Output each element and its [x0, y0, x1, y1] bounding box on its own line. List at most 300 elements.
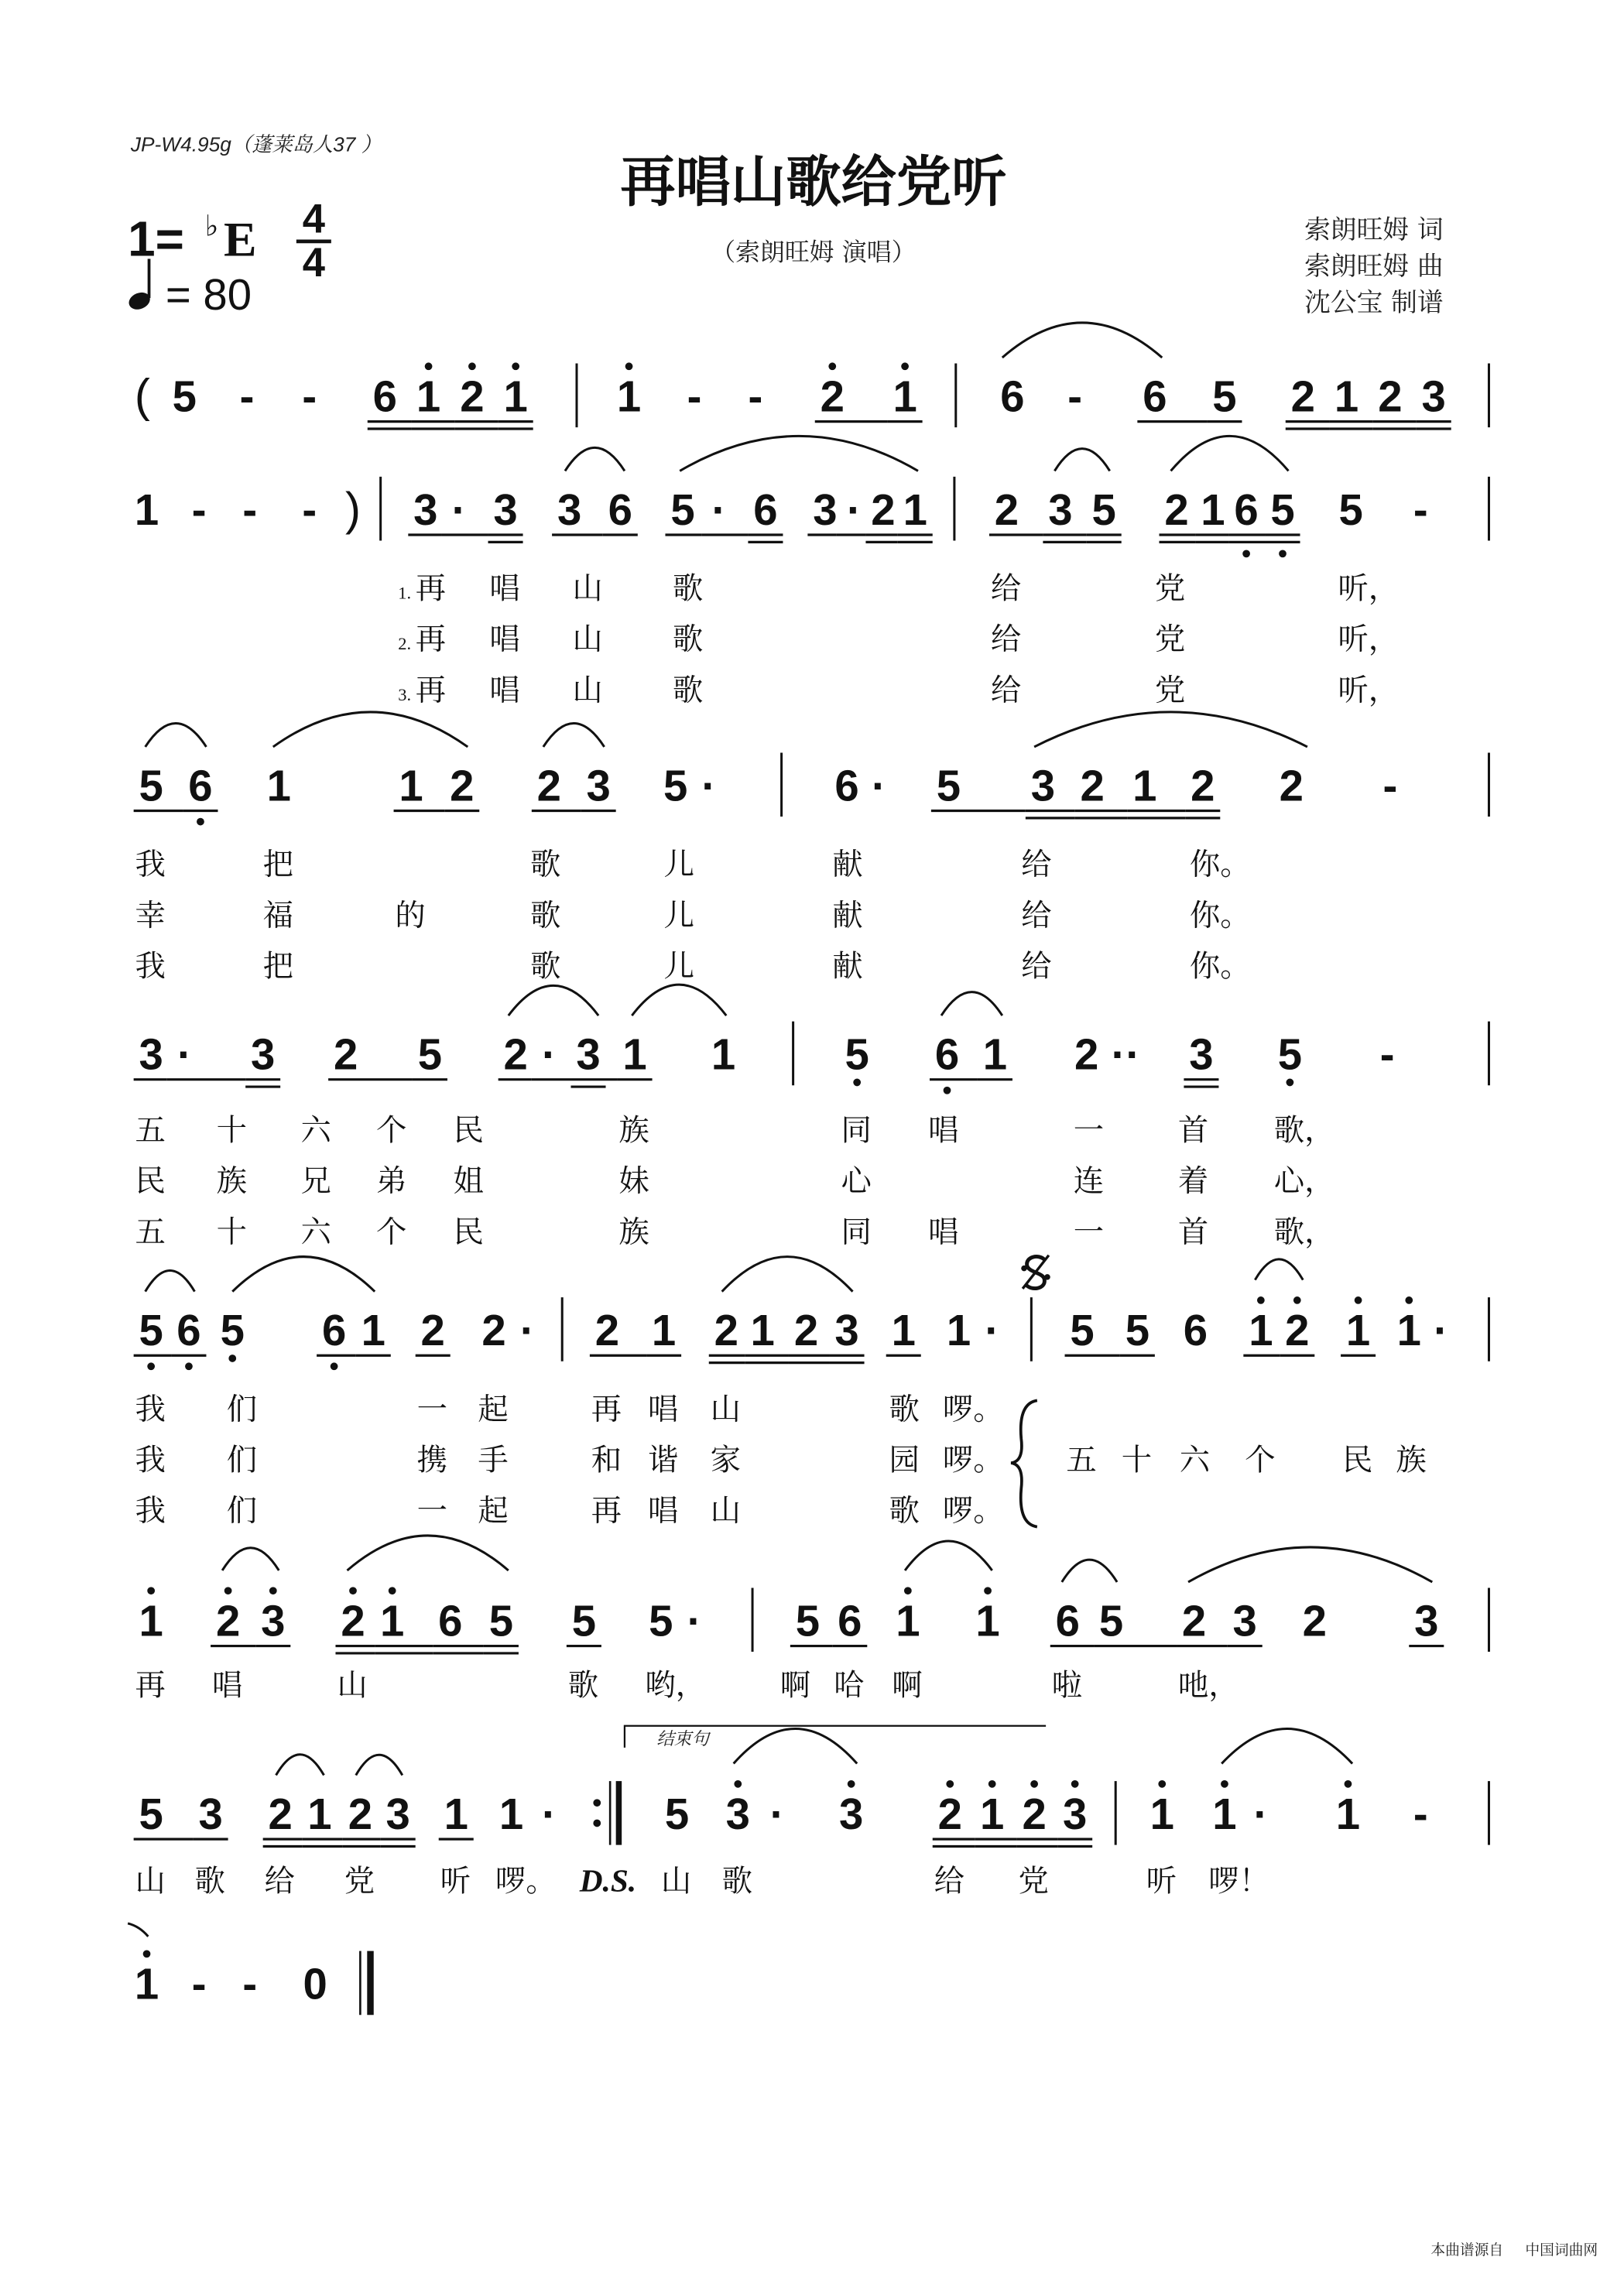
- note: 6: [608, 485, 632, 534]
- octave-dot-high: [269, 1587, 277, 1594]
- lyric-syllable: 个: [376, 1112, 407, 1149]
- note: 6: [1000, 372, 1025, 421]
- score-code: JP-W4.95g（蓬莱岛人37 ）: [130, 132, 382, 156]
- note: 2: [1074, 1029, 1099, 1079]
- note: 2: [1302, 1596, 1327, 1646]
- lyric-syllable: 山: [572, 672, 603, 708]
- lyric-syllable: 儿: [663, 948, 694, 985]
- lyric-syllable: 唱: [489, 570, 520, 607]
- lyric-syllable: 十: [216, 1214, 247, 1250]
- note: 1: [499, 1789, 524, 1838]
- note: 1: [1249, 1306, 1273, 1355]
- lyric-syllable: 手: [478, 1442, 509, 1478]
- note: 1: [1149, 1789, 1174, 1838]
- note: 1: [1335, 1789, 1361, 1838]
- lyric-syllable: 唱: [489, 672, 520, 708]
- octave-dot-high: [1221, 1780, 1228, 1788]
- octave-dot-high: [734, 1780, 742, 1788]
- octave-dot-high: [1345, 1780, 1352, 1788]
- augmentation-dot: ·: [847, 485, 862, 534]
- note: 2: [820, 372, 845, 421]
- lyric-syllable: 谐: [647, 1442, 679, 1478]
- octave-dot-high: [349, 1587, 357, 1594]
- note: 6: [372, 372, 397, 421]
- lyric-syllable: 歌: [889, 1493, 920, 1529]
- page-subtitle: （索朗旺姆 演唱）: [711, 237, 916, 267]
- lyric-syllable: 吔，: [1177, 1667, 1239, 1704]
- augmentation-dot: ·: [541, 1029, 557, 1079]
- note: 2: [348, 1789, 373, 1838]
- lyric-syllable: 给: [1021, 897, 1052, 933]
- lyric-syllable: 你。: [1189, 948, 1251, 985]
- note: 2: [420, 1306, 445, 1355]
- note: 5: [1091, 485, 1116, 534]
- lyric-syllable: 一: [1073, 1112, 1105, 1149]
- lyric-syllable: 个: [376, 1214, 407, 1250]
- augmentation-dot: ·: [1434, 1306, 1448, 1355]
- note: 1: [139, 1596, 163, 1646]
- footer-source: 本曲谱源自: [1430, 2242, 1504, 2259]
- lyric-syllable: 给: [990, 570, 1022, 607]
- lyric-syllable: 再: [415, 622, 447, 658]
- augmentation-dot: ·: [1253, 1789, 1269, 1838]
- credit-transcriber: 沈公宝 制谱: [1304, 286, 1444, 317]
- note: 2: [1022, 1789, 1047, 1838]
- lyric-syllable: 唱: [211, 1667, 243, 1704]
- augmentation-dot: ·: [711, 485, 727, 534]
- octave-dot-high: [1071, 1780, 1079, 1788]
- note: 1: [1345, 1306, 1371, 1355]
- lyric-syllable: 五: [1066, 1442, 1097, 1478]
- lyric-syllable: 民: [135, 1163, 166, 1200]
- note: 1: [903, 485, 927, 534]
- lyric-syllable: 歌: [529, 948, 561, 985]
- note: 3: [261, 1596, 286, 1646]
- augmentation-dot: ·: [176, 1029, 192, 1079]
- note: 3: [493, 485, 518, 534]
- octave-dot-high: [625, 362, 633, 370]
- lyric-syllable: 啰。: [942, 1391, 1004, 1427]
- octave-dot-low: [944, 1087, 951, 1094]
- lyric-syllable: 唱: [928, 1214, 959, 1250]
- lyric-syllable: 听，: [1338, 622, 1400, 658]
- note: 0: [303, 1959, 327, 2009]
- verse-number: 3.: [398, 684, 412, 704]
- duration-dash: -: [1067, 372, 1083, 421]
- lyric-syllable: 唱: [928, 1112, 959, 1149]
- lyric-syllable: 歌: [194, 1863, 225, 1899]
- augmentation-dot: ·: [541, 1789, 557, 1838]
- note: 2: [937, 1789, 962, 1838]
- note: 3: [1030, 761, 1056, 810]
- octave-dot-high: [143, 1950, 151, 1957]
- lyric-syllable: 个: [1245, 1442, 1276, 1478]
- note: 2: [793, 1306, 819, 1355]
- note: 1: [711, 1029, 736, 1079]
- lyric-syllable: 五: [135, 1214, 166, 1250]
- lyric-syllable: 儿: [663, 847, 694, 883]
- lyric-syllable: 山: [572, 570, 603, 607]
- note: 3: [251, 1029, 276, 1079]
- note: 6: [1143, 372, 1167, 421]
- lyric-syllable: 族: [1396, 1442, 1427, 1478]
- lyric-syllable: 给: [990, 672, 1022, 708]
- note: 3: [576, 1029, 601, 1079]
- lyric-syllable: 山: [710, 1493, 742, 1529]
- octave-dot-high: [828, 362, 836, 370]
- time-bottom: 4: [302, 239, 325, 286]
- lyric-syllable: 给: [990, 622, 1022, 658]
- lyric-syllable: 们: [226, 1442, 258, 1478]
- lyric-syllable: 儿: [663, 897, 694, 933]
- note: 1: [946, 1306, 971, 1355]
- lyric-syllable: 歌: [721, 1863, 753, 1899]
- duration-dash: -: [191, 1959, 207, 2009]
- note: 2: [481, 1306, 506, 1355]
- lyric-syllable: 献: [832, 897, 863, 933]
- note: 1: [616, 372, 642, 421]
- octave-dot-high: [224, 1587, 232, 1594]
- augmentation-dot: ·: [871, 761, 886, 810]
- lyric-syllable: 啊: [779, 1667, 811, 1704]
- note: 1: [361, 1306, 385, 1355]
- note: 3: [834, 1306, 859, 1355]
- lyric-syllable: 我: [135, 1442, 166, 1478]
- note: 5: [139, 1306, 163, 1355]
- note: 1: [380, 1596, 405, 1646]
- lyric-syllable: 同: [841, 1112, 872, 1149]
- lyric-syllable: 家: [710, 1442, 742, 1478]
- augmentation-dot: ·: [769, 1789, 785, 1838]
- note: 2: [341, 1596, 365, 1646]
- lyric-syllable: 五: [135, 1112, 166, 1149]
- lyric-syllable: 给: [934, 1863, 965, 1899]
- dal-segno-mark: D.S.: [579, 1862, 637, 1899]
- note: 5: [1125, 1306, 1150, 1355]
- ending-label: 结束句: [656, 1729, 709, 1750]
- lyric-syllable: 党: [1018, 1863, 1049, 1899]
- note: 1: [1212, 1789, 1237, 1838]
- lyric-syllable: 给: [1021, 948, 1052, 985]
- note: 6: [934, 1029, 960, 1079]
- octave-dot-high: [1030, 1780, 1038, 1788]
- lyric-syllable: 和: [591, 1442, 622, 1478]
- note: 2: [871, 485, 896, 534]
- lyric-syllable: 一: [416, 1391, 447, 1427]
- lyric-syllable: 再: [415, 672, 447, 708]
- lyric-syllable: 起: [478, 1391, 509, 1427]
- duration-dash: -: [239, 372, 255, 421]
- note: 3: [1063, 1789, 1088, 1838]
- repeat-dot: [593, 1799, 601, 1807]
- lyric-syllable: 歌: [529, 897, 561, 933]
- octave-dot-high: [425, 362, 433, 370]
- lyric-syllable: 山: [710, 1391, 742, 1427]
- lyric-syllable: 啊: [892, 1667, 923, 1704]
- lyric-syllable: 听，: [1338, 570, 1400, 607]
- lyric-syllable: 的: [395, 897, 426, 933]
- credit-composer: 索朗旺姆 曲: [1304, 251, 1444, 282]
- lyric-syllable: 民: [1341, 1442, 1373, 1478]
- octave-dot-high: [901, 362, 909, 370]
- lyric-syllable: 啦: [1051, 1667, 1083, 1704]
- note: 2: [268, 1789, 293, 1838]
- lyric-syllable: 我: [135, 1493, 166, 1529]
- note: 5: [417, 1029, 443, 1079]
- lyric-syllable: 把: [262, 847, 294, 883]
- note: 1: [134, 1959, 159, 2009]
- octave-dot-high: [389, 1587, 396, 1594]
- lyric-syllable: 一: [416, 1493, 447, 1529]
- note: 1: [503, 372, 528, 421]
- octave-dot-high: [984, 1587, 992, 1594]
- note: 5: [172, 372, 197, 421]
- lyric-syllable: 心，: [1273, 1163, 1335, 1200]
- note: 2: [503, 1029, 528, 1079]
- octave-dot-low: [1242, 550, 1250, 557]
- note: 3: [813, 485, 838, 534]
- note: 3: [1048, 485, 1073, 534]
- note: 6: [321, 1306, 347, 1355]
- lyric-syllable: 再: [591, 1391, 622, 1427]
- lyric-syllable: 献: [832, 948, 863, 985]
- note: 6: [438, 1596, 463, 1646]
- note: 1: [134, 485, 159, 534]
- lyric-syllable: 歌: [567, 1667, 599, 1704]
- note: 3: [839, 1789, 864, 1838]
- lyric-syllable: 首: [1177, 1112, 1209, 1149]
- credit-lyricist: 索朗旺姆 词: [1304, 214, 1444, 245]
- lyric-syllable: 族: [216, 1163, 247, 1200]
- lyric-syllable: 听: [1146, 1863, 1177, 1899]
- lyric-syllable: 歌: [889, 1391, 920, 1427]
- lyric-syllable: 给: [264, 1863, 295, 1899]
- note: 1: [980, 1789, 1005, 1838]
- lyric-syllable: 听，: [1338, 672, 1400, 708]
- lyric-syllable: 山: [135, 1863, 166, 1899]
- lyric-syllable: 民: [453, 1112, 484, 1149]
- octave-dot-low: [1279, 550, 1287, 557]
- note: 1: [651, 1306, 677, 1355]
- note: 5: [1212, 372, 1237, 421]
- note: 5: [139, 1789, 163, 1838]
- note: 3: [385, 1789, 410, 1838]
- octave-dot-high: [988, 1780, 996, 1788]
- octave-dot-low: [853, 1079, 861, 1087]
- note: 2: [1181, 1596, 1207, 1646]
- note: 1: [266, 761, 291, 810]
- note: 6: [1183, 1306, 1208, 1355]
- duration-dash: -: [302, 485, 317, 534]
- note: 2: [536, 761, 561, 810]
- duration-dash: -: [748, 372, 763, 421]
- duration-dash: -: [687, 372, 702, 421]
- octave-dot-low: [147, 1362, 155, 1370]
- note: 2: [1164, 485, 1189, 534]
- lyric-syllable: 着: [1177, 1163, 1209, 1200]
- octave-dot-high: [512, 362, 519, 370]
- lyric-syllable: 山: [572, 622, 603, 658]
- note: 1: [399, 761, 423, 810]
- lyric-syllable: 六: [300, 1112, 331, 1149]
- note: 2: [714, 1306, 738, 1355]
- lyric-syllable: 歌，: [1273, 1112, 1335, 1149]
- lyric-syllable: 党: [1154, 622, 1186, 658]
- lyric-syllable: 唱: [489, 622, 520, 658]
- intro-parenthesis: ): [345, 482, 361, 535]
- note: 3: [1421, 372, 1446, 421]
- lyric-syllable: 党: [1154, 672, 1186, 708]
- lyric-syllable: 族: [618, 1214, 649, 1250]
- lyric-syllable: 啰。: [942, 1493, 1004, 1529]
- note: 2: [1290, 372, 1315, 421]
- augmentation-dot: ·: [701, 761, 717, 810]
- note: 5: [571, 1596, 597, 1646]
- lyric-syllable: 六: [300, 1214, 331, 1250]
- augmentation-dot: ·: [451, 485, 467, 534]
- note: 6: [834, 761, 859, 810]
- octave-dot-low: [331, 1362, 338, 1370]
- key-flat: ♭: [204, 208, 219, 243]
- lyric-syllable: 给: [1021, 847, 1052, 883]
- lyric-syllable: 福: [262, 897, 294, 933]
- lyric-syllable: 歌: [529, 847, 561, 883]
- note: 3: [413, 485, 438, 534]
- lyric-syllable: 十: [216, 1112, 247, 1149]
- note: 5: [936, 761, 961, 810]
- lyric-syllable: 再: [415, 570, 447, 607]
- lyric-syllable: 歌: [672, 570, 704, 607]
- augmentation-dot: ·: [687, 1596, 702, 1646]
- octave-dot-low: [185, 1362, 193, 1370]
- lyric-syllable: 啰！: [1208, 1863, 1270, 1899]
- lyric-syllable: 首: [1177, 1214, 1209, 1250]
- note: 2: [460, 372, 485, 421]
- lyric-syllable: 弟: [376, 1163, 407, 1200]
- lyric-syllable: 歌: [672, 622, 704, 658]
- note: 1: [416, 372, 441, 421]
- lyric-syllable: 歌，: [1273, 1214, 1335, 1250]
- lyric-syllable: 再: [135, 1667, 166, 1704]
- lyric-syllable: 哈: [834, 1667, 865, 1704]
- note: 1: [893, 372, 917, 421]
- duration-dash: -: [242, 485, 258, 534]
- note: 5: [1270, 485, 1295, 534]
- octave-dot-high: [1158, 1780, 1166, 1788]
- verse-number: 2.: [398, 634, 412, 654]
- note: 3: [1189, 1029, 1214, 1079]
- note: 5: [795, 1596, 821, 1646]
- duration-dash: -: [1382, 761, 1398, 810]
- note: 1: [444, 1789, 468, 1838]
- note: 2: [215, 1596, 241, 1646]
- duration-dash: -: [242, 1959, 258, 2009]
- duration-dash: -: [1379, 1029, 1395, 1079]
- note: 1: [975, 1596, 1000, 1646]
- footer-site: 中国词曲网: [1525, 2242, 1598, 2259]
- lyric-syllable: 起: [478, 1493, 509, 1529]
- note: 3: [725, 1789, 750, 1838]
- note: 1: [982, 1029, 1008, 1079]
- verse-number: 1.: [398, 583, 412, 603]
- octave-dot-low: [197, 818, 204, 826]
- lyric-syllable: 携: [416, 1442, 447, 1478]
- lyric-syllable: 啰。: [495, 1863, 557, 1899]
- note: 3: [139, 1029, 163, 1079]
- lyric-syllable: 唱: [647, 1391, 679, 1427]
- octave-dot-high: [1293, 1296, 1301, 1304]
- page-title: 再唱山歌给党听: [620, 149, 1007, 214]
- note: 6: [1234, 485, 1259, 534]
- lyric-syllable: 姐: [453, 1163, 484, 1200]
- note: 2: [1378, 372, 1403, 421]
- note: 5: [139, 761, 163, 810]
- octave-dot-high: [1257, 1296, 1265, 1304]
- lyric-syllable: 十: [1121, 1442, 1153, 1478]
- lyric-syllable: 幸: [135, 897, 166, 933]
- note: 2: [994, 485, 1019, 534]
- octave-dot-low: [1287, 1079, 1294, 1087]
- octave-dot-high: [468, 362, 476, 370]
- lyric-syllable: 我: [135, 847, 166, 883]
- lyric-syllable: 啰。: [942, 1442, 1004, 1478]
- lyric-syllable: 族: [618, 1112, 649, 1149]
- note: 1: [622, 1029, 647, 1079]
- note: 2: [594, 1306, 620, 1355]
- note: 5: [664, 1789, 690, 1838]
- octave-dot-high: [848, 1780, 855, 1788]
- note: 5: [488, 1596, 514, 1646]
- note: 3: [586, 761, 611, 810]
- credits: [1304, 214, 1444, 317]
- augmentation-dot: ··: [1111, 1029, 1141, 1079]
- note: 5: [1098, 1596, 1124, 1646]
- note: 2: [333, 1029, 358, 1079]
- lyric-syllable: 山: [337, 1667, 368, 1704]
- note: 1: [1132, 761, 1157, 810]
- repeat-dot: [593, 1820, 601, 1827]
- note: 2: [1279, 761, 1304, 810]
- lyric-syllable: 一: [1073, 1214, 1105, 1250]
- key-prefix: 1=: [128, 211, 184, 267]
- lyric-syllable: 同: [841, 1214, 872, 1250]
- lyric-syllable: 山: [660, 1863, 692, 1899]
- note: 1: [1396, 1306, 1421, 1355]
- note: 5: [1070, 1306, 1095, 1355]
- note: 5: [845, 1029, 869, 1079]
- note: 5: [220, 1306, 245, 1355]
- augmentation-dot: ·: [519, 1306, 535, 1355]
- lyric-syllable: 献: [832, 847, 863, 883]
- note: 1: [1201, 485, 1225, 534]
- note: 6: [753, 485, 778, 534]
- lyric-syllable: 歌: [672, 672, 704, 708]
- octave-dot-high: [904, 1587, 912, 1594]
- note: 6: [188, 761, 213, 810]
- note: 1: [896, 1596, 920, 1646]
- lyric-syllable: 听: [440, 1863, 471, 1899]
- lyric-syllable: 你。: [1189, 897, 1251, 933]
- lyric-syllable: 再: [591, 1493, 622, 1529]
- lyric-syllable: 心: [841, 1163, 872, 1200]
- lyric-syllable: 我: [135, 948, 166, 985]
- octave-dot-high: [946, 1780, 954, 1788]
- lyric-syllable: 六: [1179, 1442, 1211, 1478]
- lyric-syllable: 哟，: [645, 1667, 706, 1704]
- duration-dash: -: [302, 372, 317, 421]
- note: 3: [1414, 1596, 1439, 1646]
- duration-dash: -: [1413, 1789, 1428, 1838]
